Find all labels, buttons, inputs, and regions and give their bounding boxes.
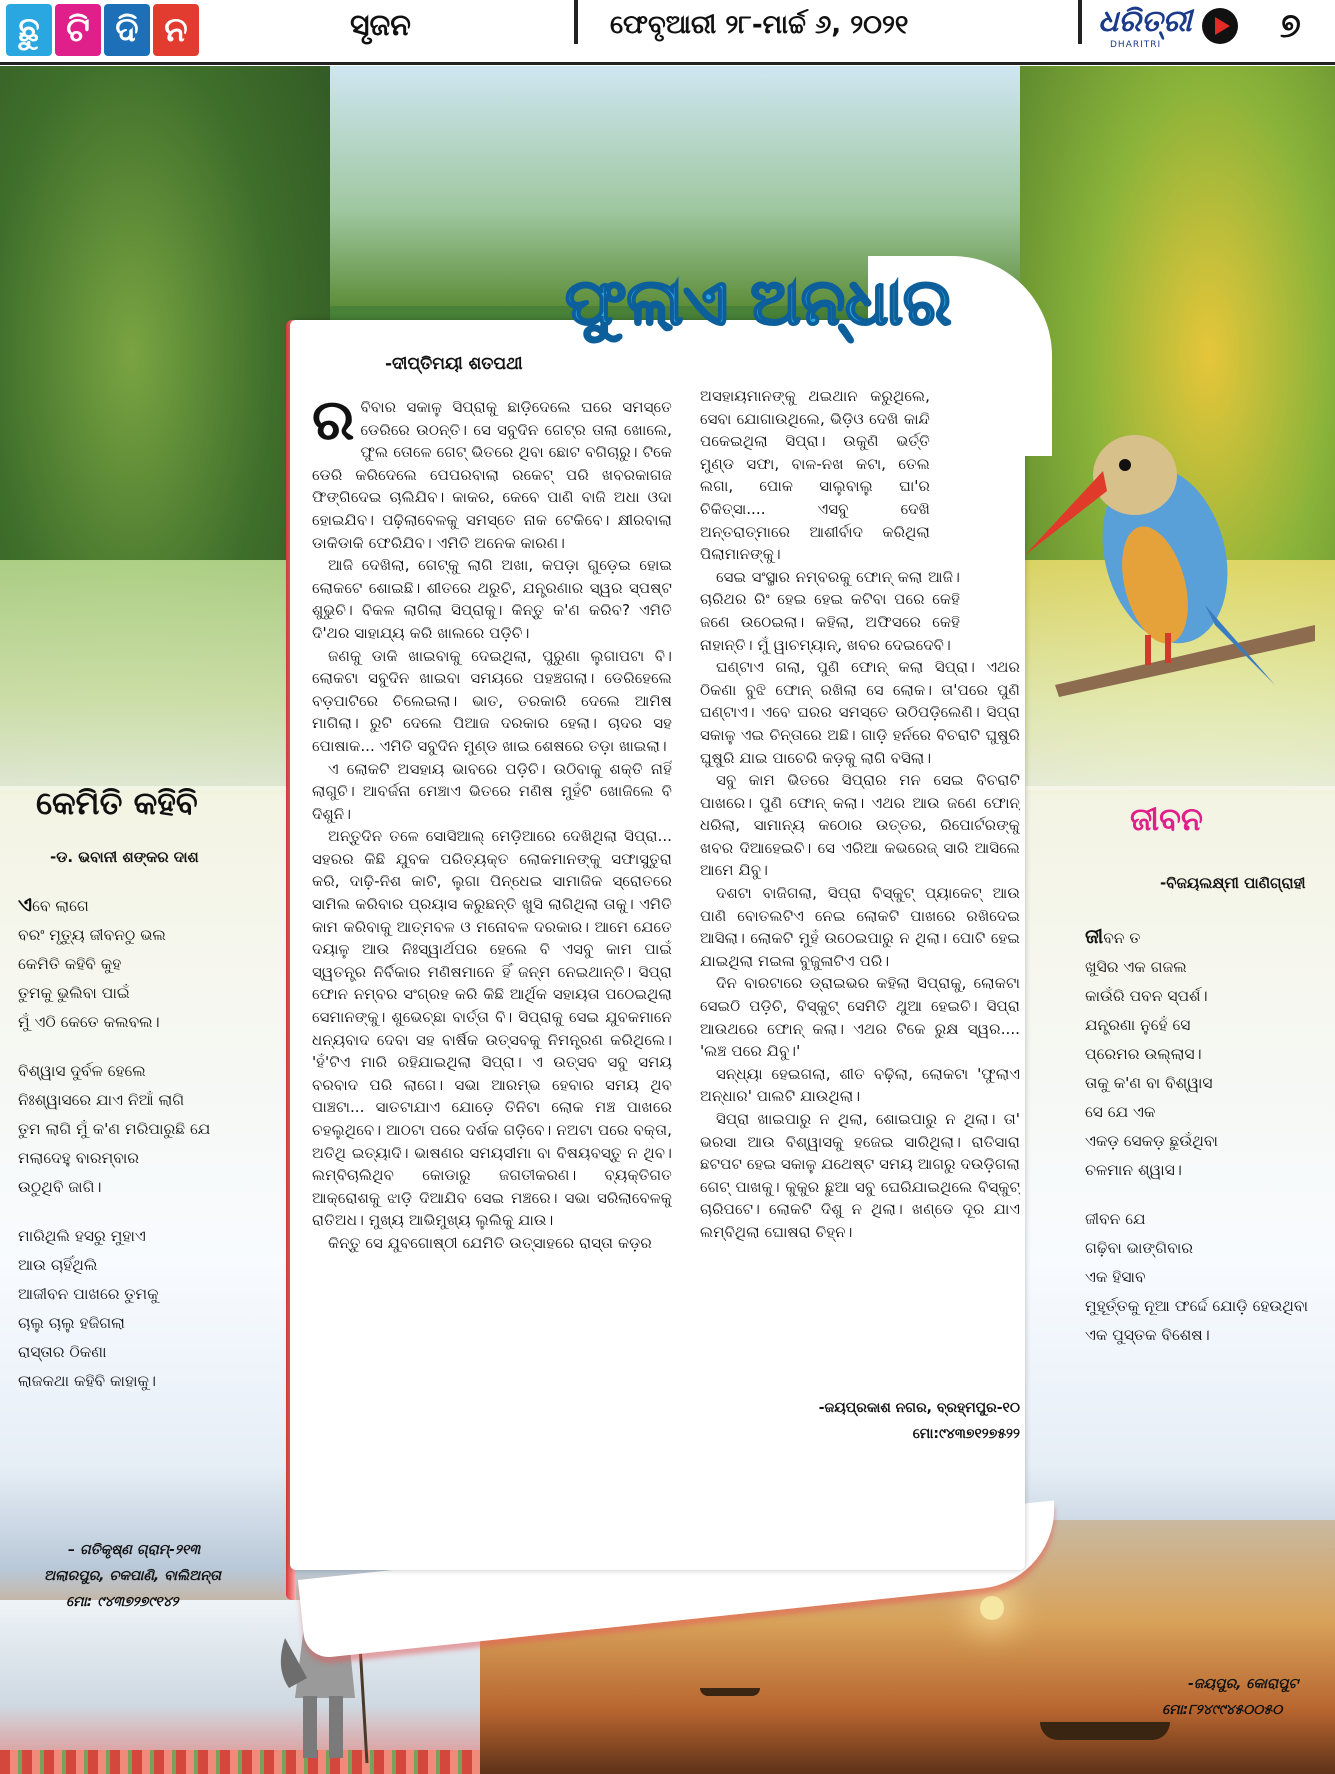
poem-line: ଗଢ଼ିବା ଭାଙ୍ଗିବାର	[1085, 1239, 1193, 1257]
story-column-2	[700, 385, 1020, 1415]
poem-line: ବରଂ ମୃତ୍ୟୁ ଜୀବନଠୁ ଭଲ	[18, 926, 166, 944]
poem-line: ଚାଲୁ ଚାଲୁ ହଜିଗଲା	[18, 1314, 125, 1332]
story-paragraph	[312, 396, 672, 554]
poem-line: ବିଶ୍ୱାସ ଦୁର୍ବଳ ହେଲେ	[18, 1062, 146, 1080]
sun-illustration	[980, 1596, 1004, 1620]
poem-line: ଏକ ପୁସ୍ତକ ବିଶେଷ।	[1085, 1326, 1210, 1344]
logo-letter: ଟି	[55, 4, 101, 56]
poem-line: ଆଉ ଚାହିଁଥିଲି	[18, 1256, 98, 1274]
logo-letter: ଦି	[104, 4, 150, 56]
flowers-illustration	[0, 1750, 480, 1774]
poem-line: ମାରିଥିଲି ହସରୁ ମୁହାଏ	[18, 1227, 146, 1245]
poem-stanza	[1085, 1205, 1325, 1350]
poem-title-left: କେମିତି କହିବି	[36, 784, 198, 822]
play-icon	[1202, 8, 1238, 44]
poem-line: ନିଃଶ୍ୱାସରେ ଯାଏ ନିଆଁ ଲାଗି	[18, 1091, 185, 1109]
poem-stanza	[18, 1222, 288, 1396]
story-paragraph: ଘଣ୍ଟାଏ ଗଲା, ପୁଣି ଫୋନ୍ କଲା ସିପ୍ରା। ଏଥର ଠିକଣା ବୁଝି ଫୋନ୍ ରଖିଲା ସେ ଲୋକ। ତା'ପରେ ପୁଣି ଘଣ୍ଟାଏ। ଏବେ ଘରର ସମସ୍ତେ ଉଠିପଡ଼ିଲେଣି। ସିପ୍ରା ସକାଳୁ ଏଇ ଚିନ୍ତାରେ ଅଛି। ଗାଡ଼ି ହର୍ନରେ ବିଚରାଟି ଘୁଷୁରି ଘୁଷୁରି ଯାଇ ପାଚେରି କଡ଼କୁ ଲାଗି ବସିଲା।	[700, 658, 1020, 767]
poem-line: କେମିତି କହିବି କୁହ	[18, 955, 122, 973]
story-paragraph: ଦଶଟା ବାଜିଗଲା, ସିପ୍ରା ବିସ୍କୁଟ୍ ପ୍ୟାକେଟ୍ ଆଉ ପାଣି ବୋତଲଟିଏ ନେଇ ଲୋକଟି ପାଖରେ ରଖିଦେଇ ଆସିଲା। ଲୋକଟି ମୁହଁ ଉଠେଇପାରୁ ନ ଥିଲା। ପୋଟି ହେଇ ଯାଇଥିଲା ମଇଳା ବୁଜୁଳାଟିଏ ପରି।	[700, 884, 1020, 970]
poem-line: ଏବେ ଲାଗେ	[18, 892, 89, 916]
story-author-place: -ଜୟପ୍ରକାଶ ନଗର, ବ୍ରହ୍ମପୁର-୧୦	[818, 1400, 1020, 1416]
poem-line: ପ୍ରେମର ଉଲ୍ଲାସ।	[1085, 1045, 1202, 1063]
header-divider	[1078, 0, 1082, 44]
poem-right-signature: -ଜୟପୁର, କୋରାପୁଟ	[1188, 1676, 1299, 1692]
issue-date: ଫେବୃଆରୀ ୨୮-ମାର୍ଚ୍ଚ ୬, ୨୦୨୧	[610, 10, 909, 40]
poem-line: ସେ ଯେ ଏକ	[1085, 1103, 1156, 1121]
section-name: ସୃଜନ	[350, 8, 411, 43]
poem-line: ମୁହୂର୍ତ୍ତକୁ ନୂଆ ଫର୍ଦ୍ଦେ ଯୋଡ଼ି ହେଉଥିବା	[1085, 1297, 1309, 1315]
story-paragraph: ସେଇ ସଂସ୍ଥାର ନମ୍ବରକୁ ଫୋନ୍ କଲା ଆଜି। ଚାରିଥର ରିଂ ହେଇ ହେଇ କଟିବା ପରେ କେହି ଜଣେ ଉଠେଇଲା। କହିଲା, ଅଫିସରେ କେହି ନାହାନ୍ତି। ମୁଁ ୱାଚମ୍ୟାନ୍, ଖବର ଦେଇଦେବି।	[700, 567, 960, 654]
poem-author-right: -ବିଜୟଲକ୍ଷ୍ମୀ ପାଣିଗ୍ରାହୀ	[1160, 874, 1306, 892]
story-title: ଫୁଲାଏ ଅନ୍ଧାର	[565, 266, 952, 340]
drop-cap: ର	[312, 396, 355, 453]
story-paragraph: ଦିନ ବାରଟାରେ ଡ୍ରାଇଭର କହିଲା ସିପ୍ରାକୁ, ଲୋକଟା ସେଇଠି ପଡ଼ିଚି, ବିସ୍କୁଟ୍ ସେମିତି ଥୁଆ ହେଇଚି। ସିପ୍ରା ଆଉଥରେ ଫୋନ୍ କଲା। ଏଥର ଟିକେ ରୁକ୍ଷ ସ୍ୱର.... 'ଲଞ୍ଚ ପରେ ଯିବୁ।'	[700, 974, 1020, 1061]
poem-line: ଲାଜକଥା କହିବି କାହାକୁ।	[18, 1372, 156, 1390]
poem-line: ମଲାଦେହୁ ବାରମ୍ବାର	[18, 1149, 140, 1167]
poem-line: ଯନ୍ତ୍ରଣା ନୁହେଁ ସେ	[1085, 1016, 1191, 1034]
story-paragraph: ଅସହାୟମାନଙ୍କୁ ଥଇଥାନ କରୁଥିଲେ, ସେବା ଯୋଗାଉଥିଲେ, ଭିଡ଼ିଓ ଦେଖି କାନ୍ଦି ପକେଇଥିଲା ସିପ୍ରା। ଉକୁଣି ଭର୍ତ୍ତି ମୁଣ୍ଡ ସଫା, ବାଳ-ନଖ କଟା, ତେଲ ଲଗା, ପୋକ ସାଲୁବାଲୁ ଘା'ର ଚିକିତ୍ସା.... ଏସବୁ ଦେଖି ଅନ୍ତରାତ୍ମାରେ ଆଶୀର୍ବାଦ କରିଥିଲା ପିଲାମାନଙ୍କୁ।	[700, 387, 930, 564]
poem-title-right: ଜୀବନ	[1130, 800, 1203, 838]
poem-stanza	[18, 1057, 288, 1202]
poem-line: ରାସ୍ତାର ଠିକଣା	[18, 1343, 107, 1361]
section-logo	[6, 4, 199, 56]
story-paragraph: ଜଣକୁ ଡାକି ଖାଇବାକୁ ଦେଇଥିଲା, ପୁରୁଣା ଲୁଗାପଟା ବି। ଲୋକଟା ସବୁଦିନ ଖାଇବା ସମୟରେ ପହଞ୍ଚଗଲା। ଡେରିହେଲେ ବଡ଼ପାଟିରେ ଚିଲେଇଲା। ଭାତ, ତରକାରି ଦେଲେ ଆମିଷ ମାଗିଲା। ରୁଟି ଦେଲେ ପିଆଜ ଦରକାର ହେଲା। ଚାଦର ସହ ପୋଷାକ... ଏମିତି ସବୁଦିନ ମୁଣ୍ଡ ଖାଇ ଶେଷରେ ତଡ଼ା ଖାଇଲା।	[312, 646, 672, 755]
header-divider	[574, 0, 578, 44]
story-author: -ଦୀପ୍ତିମୟୀ ଶତପଥୀ	[385, 354, 523, 374]
poem-line: ଆଜୀବନ ପାଖରେ ତୁମକୁ	[18, 1285, 159, 1303]
poem-stanza	[18, 890, 288, 1037]
poem-author-left: -ଡ. ଭବାନୀ ଶଙ୍କର ଦାଶ	[50, 848, 199, 866]
poem-line: ତୁମ ଲାଗି ମୁଁ କ'ଣ ମରିପାରୁଛି ଯେ	[18, 1120, 211, 1138]
newspaper-brand-latin: DHARITRI	[1110, 40, 1162, 50]
poem-line: ଜୀବନ ଯେ	[1085, 1210, 1146, 1228]
poem-body-left	[18, 890, 288, 1416]
poem-line: ଜୀବନ ତ	[1085, 924, 1141, 948]
story-column-1	[312, 396, 672, 1516]
page-header	[0, 0, 1335, 65]
poem-line: ଚଳମାନ ଶ୍ୱାସ।	[1085, 1161, 1182, 1179]
logo-letter: ନ	[153, 4, 199, 56]
story-paragraph: ସନ୍ଧ୍ୟା ହେଇଗଲା, ଶୀତ ବଢ଼ିଲା, ଲୋକଟା 'ଫୁଲାଏ ଅନ୍ଧାର' ପାଲଟି ଯାଉଥିଲା।	[700, 1064, 1020, 1106]
newspaper-brand: ଧରିତ୍ରୀ	[1098, 4, 1192, 39]
pond-left-illustration	[0, 560, 330, 790]
poem-right-signature: ମୋ:୮୨୪୯୯୪୫୦୦୫୦	[1162, 1702, 1283, 1718]
page-number: ୭	[1280, 6, 1301, 46]
story-paragraph: ଅନ୍ତୁଦିନ ତଳେ ସୋସିଆଲ୍ ମେଡ଼ିଆରେ ଦେଖିଥିଲା ସିପ୍ରା... ସହରର କିଛି ଯୁବକ ପରିତ୍ୟକ୍ତ ଲୋକମାନଙ୍କୁ ସଫାସୁତୁରା କରି, ଦାଢ଼ି-ନିଶ କାଟି, ଲୁଗା ପିନ୍ଧେଇ ସାମାଜିକ ସ୍ରୋତରେ ସାମିଲ କରିବାର ପ୍ରୟାସ କରୁଛନ୍ତି ଖୁସି ଲାଗିଥିଲା ତାକୁ। ଏମିତି କାମ କରିବାକୁ ଆତ୍ମବଳ ଓ ମନୋବଳ ଦରକାର। ଆମେ ଯେତେ ଦୟାଳୁ ଆଉ ନିଃସ୍ୱାର୍ଥପର ହେଲେ ବି ଏସବୁ କାମ ପାଇଁ ସ୍ୱତନ୍ତ୍ର ନିର୍ବିକାର ମଣିଷମାନେ ହିଁ ଜନ୍ମ ନେଇଥାନ୍ତି। ସିପ୍ରା ଫୋନ ନମ୍ବର ସଂଗ୍ରହ କରି କିଛି ଆର୍ଥିକ ସହାୟତା ପଠେଇଥିଲା ସେମାନଙ୍କୁ। ଶୁଭେଚ୍ଛା ବାର୍ତ୍ତା ବି। ସିପ୍ରାକୁ ସେଇ ଯୁବକମାନେ ଧନ୍ୟବାଦ ଦେବା ସହ ବାର୍ଷିକ ଉତ୍ସବକୁ ନିମନ୍ତ୍ରଣ କରିଥିଲେ। 'ହଁ'ଟିଏ ମାରି ରହିଯାଇଥିଲା ସିପ୍ରା। ଏ ଉତ୍ସବ ସବୁ ସମୟ ବରବାଦ ପରି ଲାଗେ। ସଭା ଆରମ୍ଭ ହେବାର ସମୟ ଥିବ ପାଞ୍ଚଟା... ସାତଟାଯାଏ ଯୋଡ଼େ ତିନିଟା ଲୋକ ମଞ୍ଚ ପାଖରେ ଚହଲୁଥିବେ। ଆଠଟା ପରେ ଦର୍ଶକ ଗଡ଼ିବେ। ନଅଟା ପରେ ବକ୍ତା, ଅତିଥି ଇତ୍ୟାଦି। ଭାଷଣର ସମୟସୀମା ବା ବିଷୟବସ୍ତୁ ନ ଥିବ। ଲମ୍ବିଚାଲିଥିବ କୋଡାରୁ ଜଗତୀକରଣ। ବ୍ୟକ୍ତିଗତ ଆକ୍ରୋଶକୁ ଝାଡ଼ି ଦିଆଯିବ ସେଇ ମଞ୍ଚରେ। ସଭା ସରିଲାବେଳକୁ ରାତିଅଧ। ମୁଖ୍ୟ ଆଭିମୁଖ୍ୟ ଲୁଲିକୁ ଯାଉ।	[312, 827, 672, 1230]
poem-left-signature: ଅଲାରପୁର, ଚକପାଣି, ବାଲିଅନ୍ତା	[44, 1568, 221, 1584]
story-paragraph: ଆଜି ଦେଖିଲା, ଗେଟ୍‌କୁ ଲାଗି ଅଖା, କପଡ଼ା ଗୁଡ଼େଇ ହୋଇ ଲୋକଟେ ଶୋଇଛି। ଶୀତରେ ଥରୁଚି, ଯନ୍ତ୍ରଣାର ସ୍ୱର ସ୍ପଷ୍ଟ ଶୁଭୁଚି। ବିକଳ ଲାଗିଲା ସିପ୍ରାକୁ। କିନ୍ତୁ କ'ଣ କରିବ? ଏମିତି ଦି'ଥର ସାହାଯ୍ୟ କରି ଖାଲରେ ପଡ଼ିଚି।	[312, 556, 672, 642]
poem-line: ଖୁସିର ଏକ ଗଜଲ	[1085, 958, 1187, 976]
poem-line: ଏକ ହିସାବ	[1085, 1268, 1146, 1286]
story-paragraph: ସିପ୍ରା ଖାଇପାରୁ ନ ଥିଲା, ଶୋଇପାରୁ ନ ଥିଲା। ତା' ଭରସା ଆଉ ବିଶ୍ୱାସକୁ ହଜେଇ ସାରିଥିଲା। ରାତିସାରା ଛଟପଟ ହେଇ ସକାଳୁ ଯଥେଷ୍ଟ ସମୟ ଆଗରୁ ଦଉଡ଼ିଗଲା ଗେଟ୍ ପାଖକୁ। କୁକୁର ଛୁଆ ସବୁ ଘେରିଯାଇଥିଲେ ବିସ୍କୁଟ୍ ଚାରିପଟେ। ଲୋକଟି ଦିଶୁ ନ ଥିଲା। ଖଣ୍ଡେ ଦୂର ଯାଏ ଲମ୍ବିଥିଲା ଘୋଷରା ଚିହ୍ନ।	[700, 1110, 1020, 1241]
poem-body-right	[1085, 922, 1325, 1370]
poem-left-signature: – ଗତିକୃଷ୍ଣ ଗ୍ରାମ୍-୨୧୩	[68, 1542, 201, 1558]
poem-line: ଉଠୁଥିବି ଜାଗି।	[18, 1178, 102, 1196]
kingfisher-illustration	[1015, 385, 1325, 715]
story-paragraph: ଏ ଲୋକଟି ଅସହାୟ ଭାବରେ ପଡ଼ିଚି। ଉଠିବାକୁ ଶକ୍ତି ନାହିଁ ଲାଗୁଚି। ଆବର୍ଜନା ମେଞ୍ଚାଏ ଭିତରେ ମଣିଷ ମୁହଁଟି ଖୋଜିଲେ ବି ଦିଶୁନି।	[312, 759, 672, 823]
boat-illustration	[1040, 1722, 1170, 1740]
poem-line: ତାକୁ କ'ଣ ବା ବିଶ୍ୱାସ	[1085, 1074, 1213, 1092]
story-author-phone: ମୋ:୯୪୩୭୧୨୭୫୨୨	[912, 1426, 1020, 1442]
poem-line: କାଉଁରି ପବନ ସ୍ପର୍ଶ।	[1085, 987, 1208, 1005]
boat-small-illustration	[700, 1688, 760, 1696]
story-paragraph-text: ବିବାର ସକାଳୁ ସିପ୍ରାକୁ ଛାଡ଼ିଦେଲେ ଘରେ ସମସ୍ତେ ଡେରିରେ ଉଠନ୍ତି। ସେ ସବୁଦିନ ଗେଟ୍‌ର ତାଲା ଖୋଲେ, ଫୁଲ ତୋଳେ ଗେଟ୍ ଭିତରେ ଥିବା ଛୋଟ ବଗିଚାରୁ। ଟିକେ ଡେରି କରିଦେଲେ ପେପରବାଲା ରକେଟ୍ ପରି ଖବରକାଗଜ ଫିଙ୍ଗିଦେଇ ଚାଲିଯିବ। କାକର, କେବେ ପାଣି ବାଜି ଅଧା ଓଦା ହୋଇଯିବ। ପଢ଼ିଲାବେଳକୁ ସମସ୍ତେ ନାକ ଟେକିବେ। କ୍ଷୀରବାଲା ଡାକିଡାକି ଫେରିଯିବ। ଏମିତି ଅନେକ କାରଣ।	[312, 398, 672, 552]
story-paragraph: ସବୁ କାମ ଭିତରେ ସିପ୍ରାର ମନ ସେଇ ବିଚରାଟି ପାଖରେ। ପୁଣି ଫୋନ୍ କଲା। ଏଥର ଆଉ ଜଣେ ଫୋନ୍ ଧରିଲା, ସାମାନ୍ୟ କଠୋର ଉତ୍ତର, ରିପୋର୍ଟରଙ୍କୁ ଖବର ଦିଆହେଇଚି। ସେ ଏରିଆ କଭରେଜ୍ ସାରି ଆସିଲେ ଆମେ ଯିବୁ।	[700, 771, 1020, 880]
story-paragraph: କିନ୍ତୁ ସେ ଯୁବଗୋଷ୍ଠୀ ଯେମିତି ଉତ୍ସାହରେ ରାସ୍ତା କଡ଼ର	[328, 1233, 652, 1252]
poem-line: ମୁଁ ଏଠି କେତେ କଲବଲ।	[18, 1013, 160, 1031]
poem-line: ତୁମକୁ ଭୁଲିବା ପାଇଁ	[18, 984, 130, 1002]
poem-left-signature: ମୋ: ୯୪୩୭୨୭୯୧୪୨	[66, 1594, 179, 1610]
poem-line: ଏକଡ଼ ସେକଡ଼ ଛୁଉଁଥିବା	[1085, 1132, 1218, 1150]
poem-stanza	[1085, 922, 1325, 1185]
logo-letter: ଛୁ	[6, 4, 52, 56]
